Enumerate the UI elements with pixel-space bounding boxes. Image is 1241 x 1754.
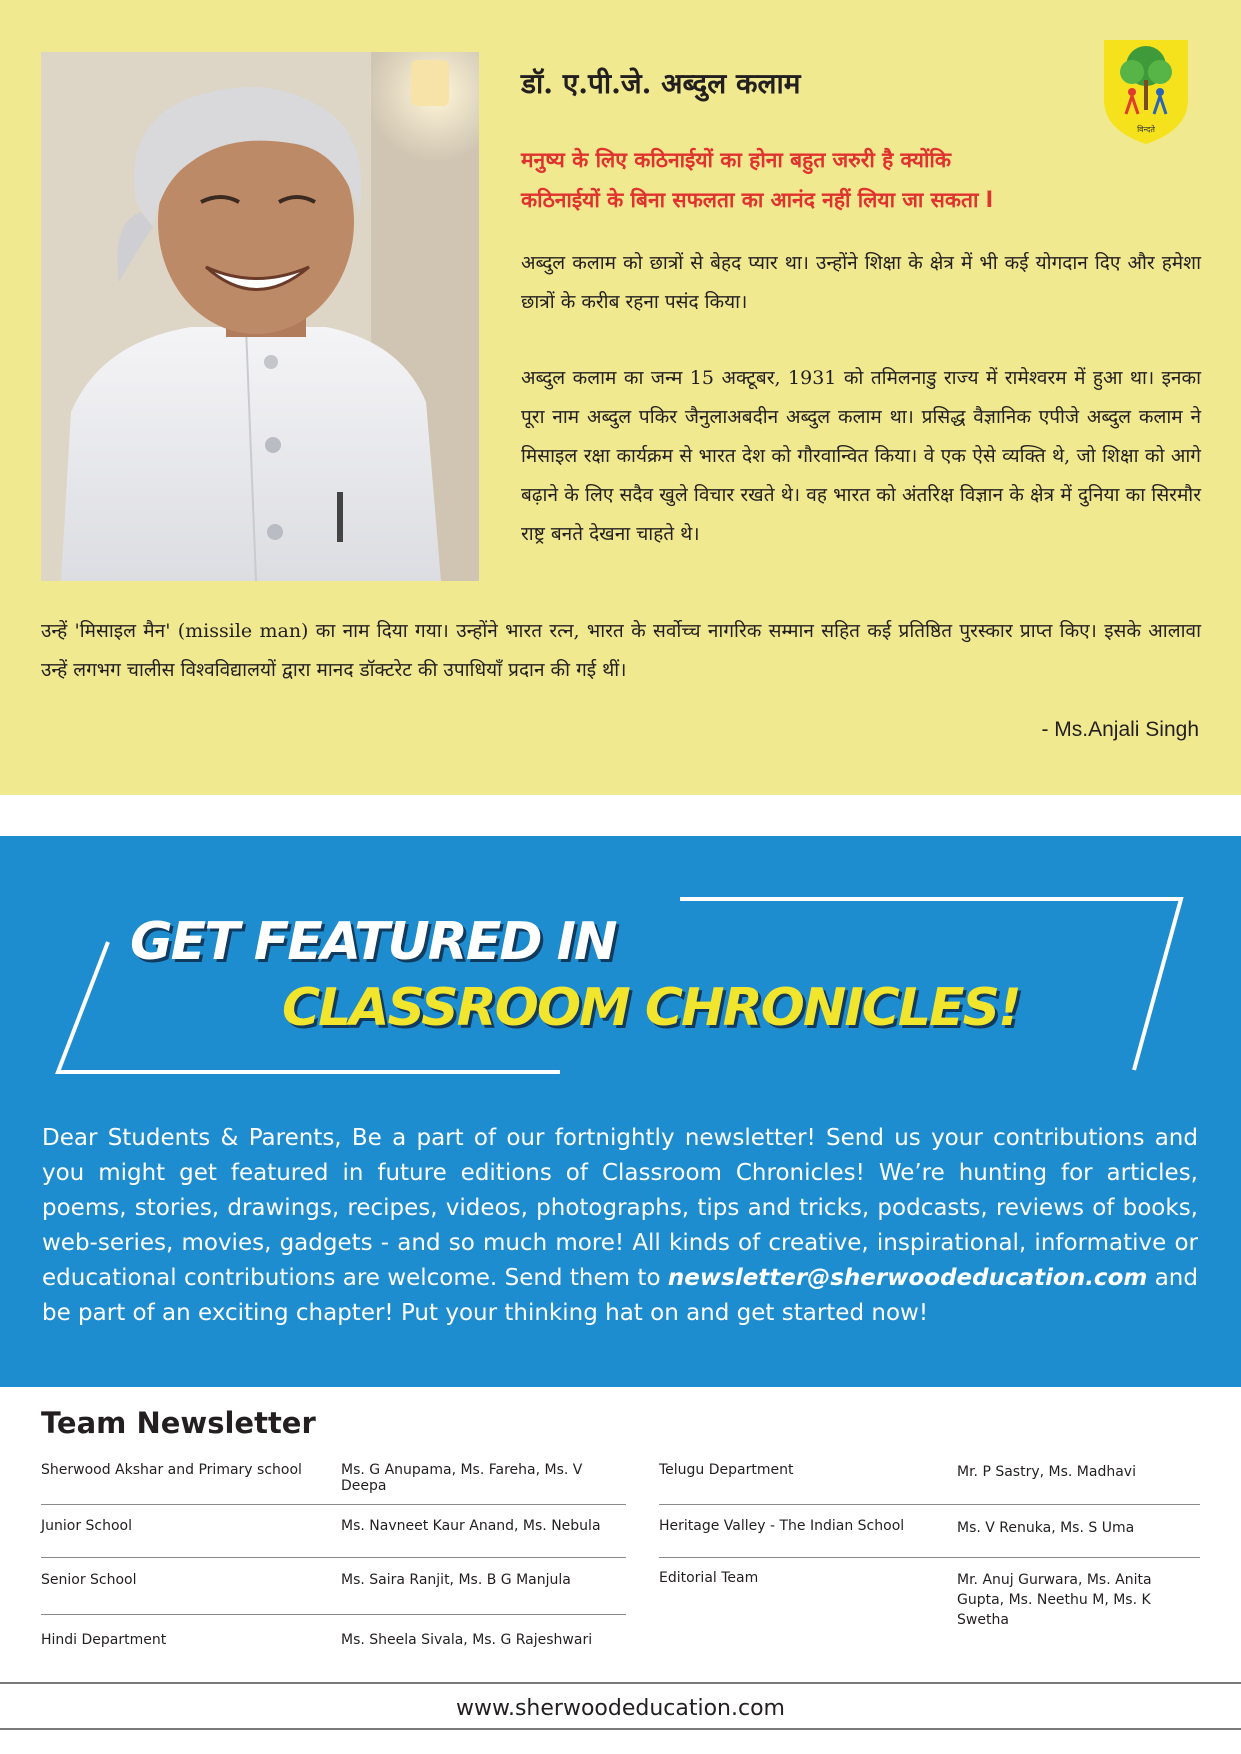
logo-caption: विन्दते bbox=[1137, 125, 1155, 134]
quote-block bbox=[521, 140, 1141, 220]
paragraph-1: अब्दुल कलाम को छात्रों से बेहद प्यार था। उन्होंने शिक्षा के क्षेत्र में भी कई योगदान दिए और हमेशा छात्रों के करीब रहना पसंद किया। bbox=[521, 252, 1201, 313]
newsletter-email-link[interactable]: newsletter@sherwoodeducation.com bbox=[667, 1265, 1148, 1291]
portrait-illustration bbox=[41, 52, 479, 581]
team-row bbox=[659, 1505, 1200, 1558]
footer-website-link[interactable]: www.sherwoodeducation.com bbox=[456, 1696, 785, 1721]
team-members: Mr. P Sastry, Ms. Madhavi bbox=[957, 1464, 1136, 1480]
team-members: Ms. V Renuka, Ms. S Uma bbox=[957, 1520, 1135, 1536]
quote-line-2: कठिनाईयों के बिना सफलता का आनंद नहीं लिया जा सकता l bbox=[521, 188, 993, 212]
team-table-right bbox=[659, 1452, 1200, 1628]
team-dept: Editorial Team bbox=[659, 1570, 759, 1586]
team-members: Ms. G Anupama, Ms. Fareha, Ms. V Deepa bbox=[341, 1462, 583, 1494]
author-credit: - Ms.Anjali Singh bbox=[1041, 718, 1199, 741]
article-title: डॉ. ए.पी.जे. अब्दुल कलाम bbox=[521, 67, 801, 100]
team-members: Ms. Sheela Sivala, Ms. G Rajeshwari bbox=[341, 1632, 593, 1648]
team-members: Ms. Navneet Kaur Anand, Ms. Nebula bbox=[341, 1518, 601, 1534]
team-dept: Heritage Valley - The Indian School bbox=[659, 1518, 905, 1534]
team-members: Mr. Anuj Gurwara, Ms. Anita Gupta, Ms. Neethu M, Ms. K Swetha bbox=[957, 1572, 1152, 1628]
kalam-article-section bbox=[0, 0, 1241, 795]
team-members: Ms. Saira Ranjit, Ms. B G Manjula bbox=[341, 1572, 571, 1588]
school-logo bbox=[1104, 40, 1188, 144]
paragraph-2: अब्दुल कलाम का जन्म 15 अक्टूबर, 1931 को तमिलनाडु राज्य में रामेश्वरम में हुआ था। इनका पूरा नाम अब्दुल पकिर जैनुलाअबदीन अब्दुल कलाम था। प्रसिद्ध वैज्ञानिक एपीजे अब्दुल कलाम ने मिसाइल रक्षा कार्यक्रम से भारत देश को गौरवान्वित किया। वे एक ऐसे व्यक्ति थे, जो शिक्षा को आगे बढ़ाने के लिए सदैव खुले विचार रखते थे। वह भारत को अंतरिक्ष विज्ञान के क्षेत्र में दुनिया का सिरमौर राष्ट्र बनते देखना चाहते थे। bbox=[521, 367, 1201, 545]
team-row bbox=[41, 1452, 626, 1505]
feature-body-text bbox=[42, 1121, 1198, 1331]
team-dept: Hindi Department bbox=[41, 1632, 167, 1648]
headline-line-1: GET FEATURED IN bbox=[130, 912, 616, 972]
team-row bbox=[659, 1558, 1200, 1628]
team-row bbox=[659, 1452, 1200, 1505]
paragraph-3: उन्हें 'मिसाइल मैन' (missile man) का नाम दिया गया। उन्होंने भारत रत्न, भारत के सर्वोच्च नागरिक सम्मान सहित कई प्रतिष्ठित पुरस्कार प्राप्त किए। इसके आलावा उन्हें लगभग चालीस विश्वविद्यालयों द्वारा मानद डॉक्टरेट की उपाधियाँ प्रदान की गई थीं। bbox=[41, 620, 1201, 681]
footer-divider-top bbox=[0, 1682, 1241, 1684]
kalam-portrait-photo bbox=[41, 52, 479, 581]
team-newsletter-title: Team Newsletter bbox=[41, 1406, 316, 1440]
team-row bbox=[41, 1558, 626, 1615]
feature-body-outro: and be part of an exciting chapter! Put your thinking hat on and get started now! bbox=[42, 1265, 1198, 1326]
quote-line-1: मनुष्य के लिए कठिनाईयों का होना बहुत जरुरी है क्योंकि bbox=[521, 148, 951, 172]
team-table-left bbox=[41, 1452, 626, 1665]
team-dept: Senior School bbox=[41, 1572, 137, 1588]
team-dept: Sherwood Akshar and Primary school bbox=[41, 1462, 302, 1478]
feature-callout-section bbox=[0, 836, 1241, 1387]
team-dept: Telugu Department bbox=[659, 1462, 794, 1478]
team-row bbox=[41, 1505, 626, 1558]
team-row bbox=[41, 1615, 626, 1665]
feature-body-intro: Dear Students & Parents, Be a part of our fortnightly newsletter! Send us your contributions and you might get featured in future editions of Classroom Chronicles! We’re hunting for articles, poems, stories, drawings, recipes, videos, photographs, tips and tricks, podcasts, reviews of books, web-series, movies, gadgets - and so much more! All kinds of creative, inspirational, informative or educational contributions are welcome. Send them to bbox=[42, 1125, 1198, 1291]
team-dept: Junior School bbox=[41, 1518, 133, 1534]
tree-people-logo-icon bbox=[1104, 40, 1188, 144]
headline-line-2: CLASSROOM CHRONICLES! bbox=[282, 978, 1020, 1038]
footer-divider-bottom bbox=[0, 1728, 1241, 1730]
